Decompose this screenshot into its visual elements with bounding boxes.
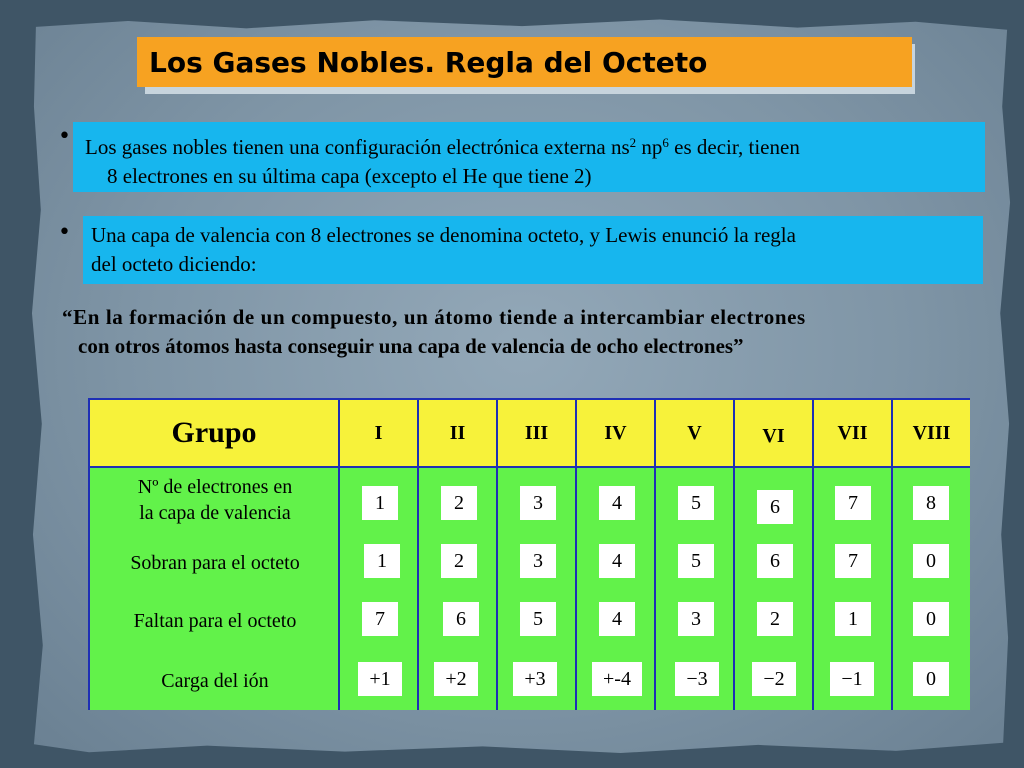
sobran-III: 3 [520, 544, 556, 578]
row-label-valence: Nº de electrones en la capa de valencia [137, 476, 293, 524]
quote-line-1: “En la formación de un compuesto, un átomo tiende a intercambiar electrones [62, 305, 806, 329]
sobran-II: 2 [441, 544, 477, 578]
faltan-IV: 4 [599, 602, 635, 636]
valence-I: 1 [362, 486, 398, 520]
table-header-row [90, 400, 968, 468]
carga-IV: +-4 [592, 662, 642, 696]
bullet-1-marker: • [58, 124, 71, 149]
faltan-V: 3 [678, 602, 714, 636]
carga-VII: −1 [830, 662, 874, 696]
bullet-2-box [83, 216, 983, 284]
valence-VIII: 8 [913, 486, 949, 520]
title-banner [137, 37, 912, 87]
carga-I: +1 [358, 662, 402, 696]
valence-V: 5 [678, 486, 714, 520]
slide-title: Los Gases Nobles. Regla del Octeto [149, 45, 708, 79]
valence-IV: 4 [599, 486, 635, 520]
bullet-1-box [73, 122, 985, 192]
sobran-V: 5 [678, 544, 714, 578]
carga-VI: −2 [752, 662, 796, 696]
bullet-1-line-2: 8 electrones en su última capa (excepto el He que tiene 2) [107, 164, 592, 188]
valence-III: 3 [520, 486, 556, 520]
faltan-VIII: 0 [913, 602, 949, 636]
bullet-2-line-1: Una capa de valencia con 8 electrones se denomina octeto, y Lewis enunció la regla [91, 223, 796, 247]
row-label-carga: Carga del ión [161, 670, 269, 692]
octet-rule-quote [62, 303, 962, 361]
sobran-VIII: 0 [913, 544, 949, 578]
sobran-VI: 6 [757, 544, 793, 578]
octet-table [88, 398, 970, 710]
carga-V: −3 [675, 662, 719, 696]
carga-II: +2 [434, 662, 478, 696]
row-label-sobran: Sobran para el octeto [130, 552, 300, 574]
bullet-1-line-1: Los gases nobles tienen una configuración electrónica externa $ns^2$ $np^6$ es decir, tienen [85, 135, 800, 159]
header-group-IV: IV [577, 400, 656, 466]
sobran-I: 1 [364, 544, 400, 578]
header-group-II: II [419, 400, 498, 466]
valence-VII: 7 [835, 486, 871, 520]
header-group-III: III [498, 400, 577, 466]
faltan-III: 5 [520, 602, 556, 636]
quote-line-2: con otros átomos hasta conseguir una capa de valencia de ocho electrones” [78, 334, 744, 358]
faltan-VI: 2 [757, 602, 793, 636]
header-group-I: I [340, 400, 419, 466]
carga-VIII: 0 [913, 662, 949, 696]
faltan-I: 7 [362, 602, 398, 636]
header-group-VI: VI [735, 400, 814, 466]
sobran-VII: 7 [835, 544, 871, 578]
header-grupo: Grupo [90, 400, 340, 466]
row-label-faltan: Faltan para el octeto [133, 610, 297, 632]
sobran-IV: 4 [599, 544, 635, 578]
faltan-VII: 1 [835, 602, 871, 636]
valence-VI: 6 [757, 490, 793, 524]
row-labels-column [90, 468, 340, 710]
carga-III: +3 [513, 662, 557, 696]
faltan-II: 6 [443, 602, 479, 636]
bullet-2-line-2: del octeto diciendo: [91, 252, 257, 276]
valence-II: 2 [441, 486, 477, 520]
header-group-V: V [656, 400, 735, 466]
bullet-2-marker: • [58, 220, 71, 245]
header-group-VII: VII [814, 400, 893, 466]
header-group-VIII: VIII [893, 400, 970, 466]
